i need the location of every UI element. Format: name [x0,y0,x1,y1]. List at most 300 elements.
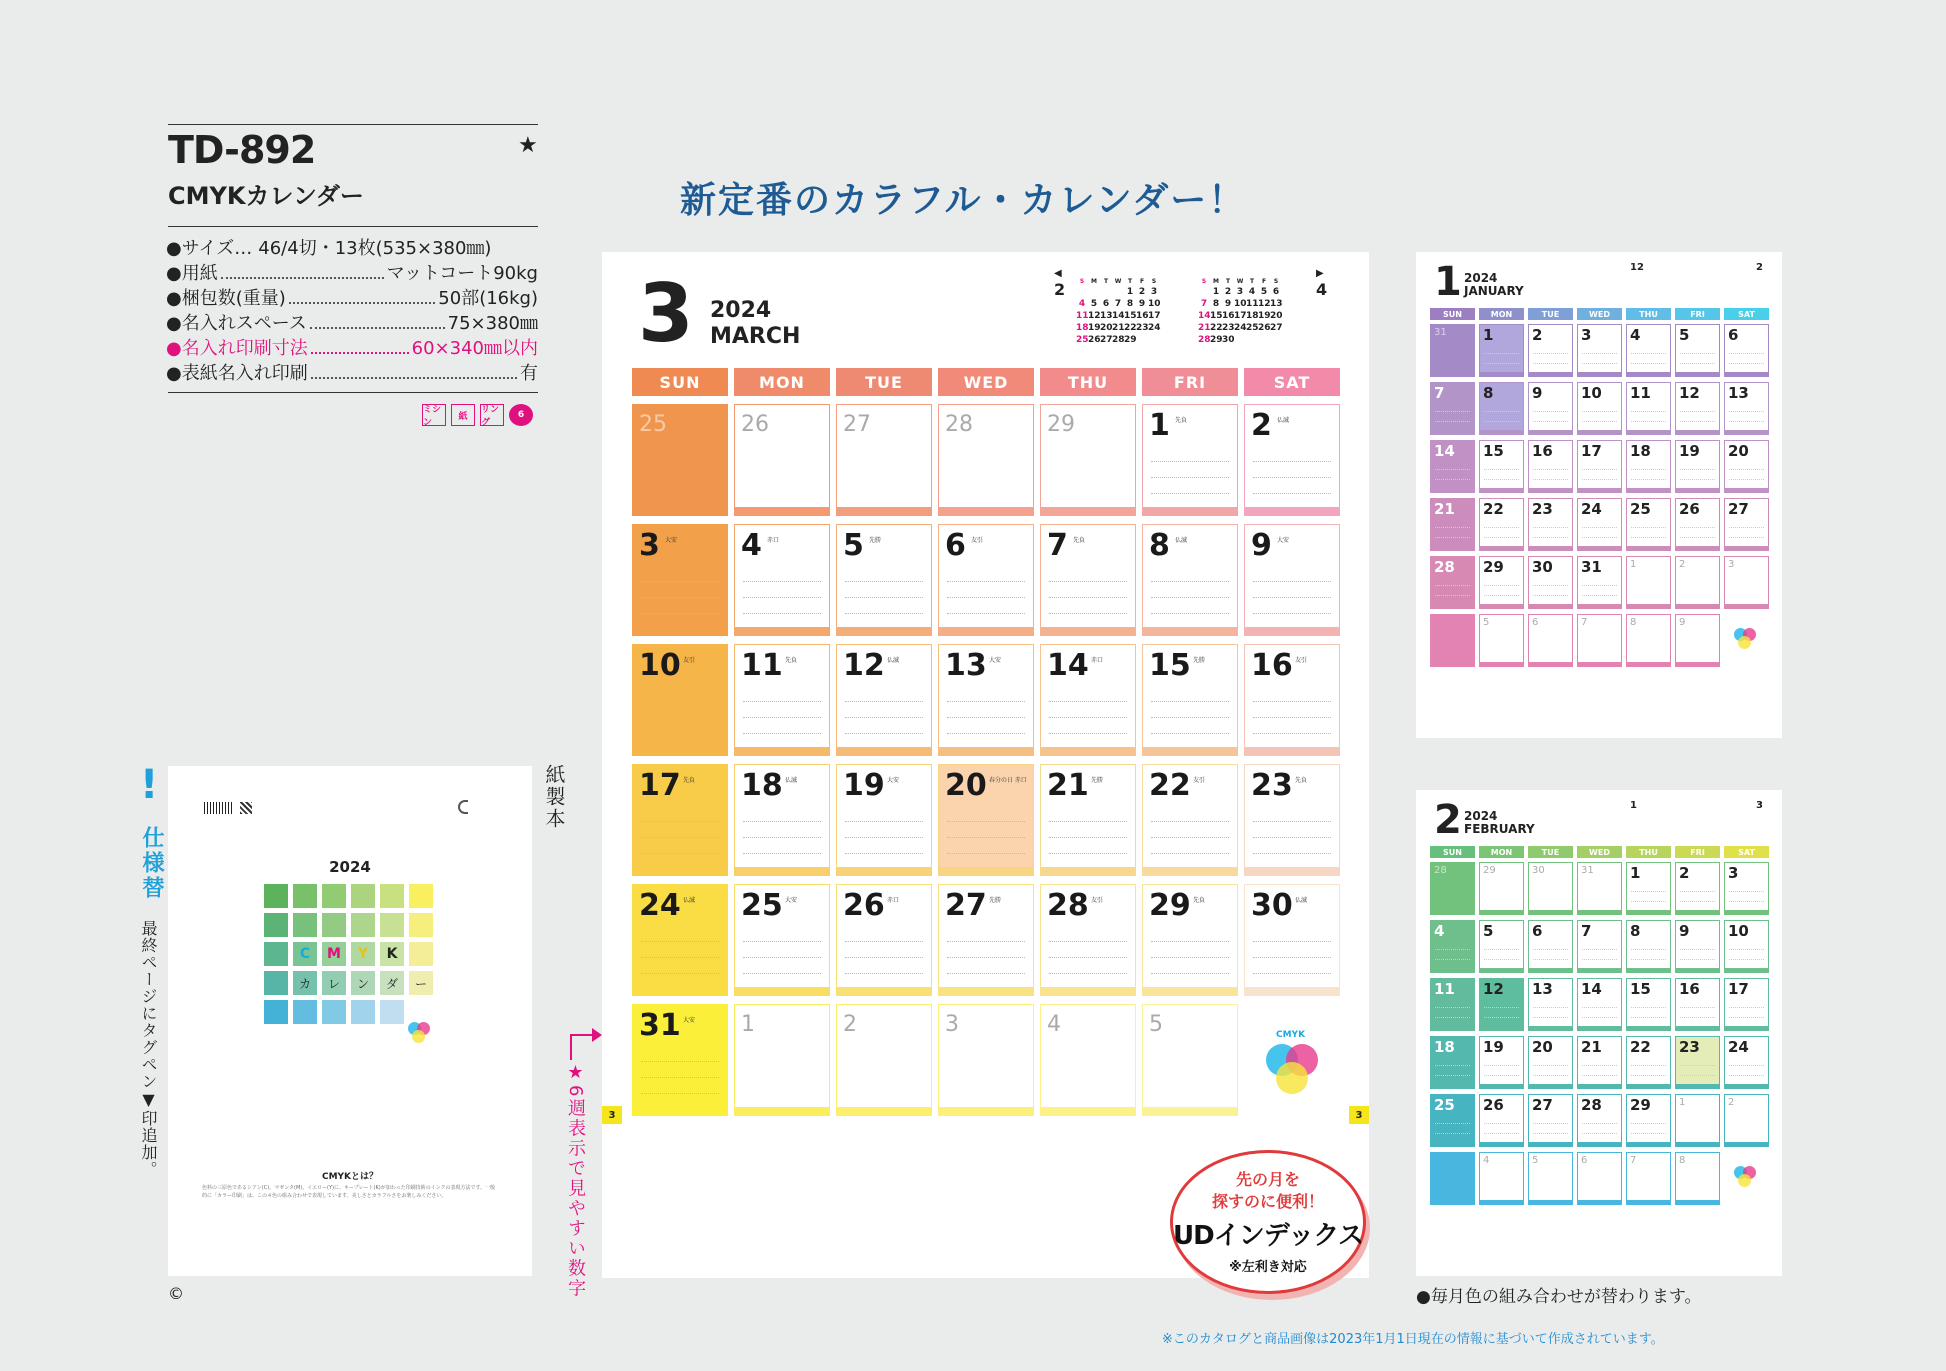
color-bar [1529,430,1572,434]
day-cell [1244,1004,1340,1116]
color-bar [1578,662,1621,666]
memo-line [1253,973,1331,974]
weekday-header-mon: MON [734,368,830,396]
memo-line [1631,411,1666,412]
color-bar [1480,1026,1523,1030]
spec-row [166,286,538,311]
mini-day: 5 [1090,299,1098,309]
day-number: 7 [1581,922,1592,940]
memo-line [1151,581,1229,582]
day-number: 2 [1679,864,1690,882]
color-bar [1245,987,1339,995]
day-number: 13 [945,648,987,683]
memo-line [947,853,1025,854]
monthly-color-note: ●毎月色の組み合わせが替わります。 [1416,1287,1702,1307]
memo-line [1729,411,1764,412]
day-cell [1040,524,1136,636]
day-cell [1675,1152,1720,1205]
day-cell [632,884,728,996]
day-number: 26 [843,888,885,923]
memo-line [641,973,719,974]
memo-line [1151,717,1229,718]
memo-line [641,853,719,854]
mini-next-month: 4 [1316,280,1328,299]
mini-weekday: T [1249,278,1255,285]
day-number: 15 [1483,442,1504,460]
feb-mini-prev-number: 1 [1630,800,1637,811]
memo-line [947,941,1025,942]
mini-day: 17 [1234,311,1247,321]
mini-prev-month: 2 [1054,280,1066,299]
memo-line [1151,613,1229,614]
day-cell [1626,1036,1671,1089]
day-cell [1577,556,1622,609]
memo-line [1435,585,1470,586]
day-number: 9 [1532,384,1543,402]
memo-line [1435,1017,1470,1018]
day-number: 30 [1532,558,1553,576]
cover-sub-letter: カ [293,971,317,995]
day-cell [1626,324,1671,377]
memo-line [1631,421,1666,422]
memo-line [1680,527,1715,528]
mini-day: 2 [1138,287,1146,297]
memo-line [1533,1075,1568,1076]
memo-line [1049,597,1127,598]
day-number: 31 [1581,558,1602,576]
memo-line [947,837,1025,838]
day-cell [1528,862,1573,915]
month-tab-right: 3 [1349,1106,1369,1124]
memo-line [1533,595,1568,596]
day-cell [1675,440,1720,493]
day-cell [734,1004,830,1116]
cover-sub-letter: ダ [380,971,404,995]
weekday-header: WED [1577,308,1622,320]
day-number: 2 [1728,1097,1735,1108]
day-number: 10 [639,648,681,683]
color-bar [1480,488,1523,492]
day-cell [1675,1036,1720,1089]
jan-mini-prev-number: 12 [1630,262,1644,273]
day-cell [632,524,728,636]
day-cell [1142,1004,1238,1116]
color-bar [735,987,829,995]
color-bar [1676,910,1719,914]
mini-day [1112,287,1124,297]
mini-weekday: W [1114,278,1122,285]
color-bar [939,987,1033,995]
memo-line [1484,1017,1519,1018]
day-number: 29 [1149,888,1191,923]
day-cell [1479,862,1524,915]
jan-year-label: 2024 JANUARY [1464,271,1524,298]
mini-day: 6 [1272,287,1280,297]
day-cell [1479,382,1524,435]
memo-line [1680,949,1715,950]
day-cell [1675,862,1720,915]
mini-weekday: S [1201,278,1207,285]
day-cell [1430,1094,1475,1147]
mini-day [1100,287,1112,297]
color-bar [1041,627,1135,635]
memo-line [1582,421,1617,422]
mini-day: 18 [1076,323,1089,333]
weekday-header-sat: SAT [1244,368,1340,396]
day-cell [1724,498,1769,551]
memo-line [1631,901,1666,902]
cover-color-cell [322,1000,346,1024]
memo-line [947,701,1025,702]
color-bar [1627,604,1670,608]
day-cell [1626,920,1671,973]
month-tab-left: 3 [602,1106,622,1124]
mini-day: 7 [1114,299,1122,309]
color-bar [1529,1142,1572,1146]
color-bar [1480,662,1523,666]
day-cell [1430,440,1475,493]
rokuyo-label: 赤口 [767,537,780,544]
last-page-note: 最終ページにタグペン▼印追加。 [139,920,158,1178]
mini-weekday: S [1151,278,1157,285]
mini-day: 1 [1212,287,1220,297]
memo-line [1435,1075,1470,1076]
color-bar [1041,867,1135,875]
memo-line [1631,537,1666,538]
memo-line [1582,1007,1617,1008]
day-cell [1479,324,1524,377]
color-bar [1529,1200,1572,1204]
weekday-header-tue: TUE [836,368,932,396]
color-bar [1143,627,1237,635]
day-cell [1528,382,1573,435]
memo-line [641,701,719,702]
day-cell [1626,498,1671,551]
day-number: 12 [1679,384,1700,402]
mini-day: 9 [1138,299,1146,309]
rokuyo-label: 先勝 [989,897,1002,904]
cover-color-cell [264,942,288,966]
day-number: 27 [1728,500,1749,518]
spec-change-label: 仕様替 [139,826,164,901]
color-bar [1041,747,1135,755]
memo-line [1049,733,1127,734]
memo-line [641,837,719,838]
cover-color-cell [351,884,375,908]
day-cell [1528,556,1573,609]
mini-day: 11 [1246,299,1259,309]
rokuyo-label: 友引 [1091,897,1104,904]
cover-color-cell [351,913,375,937]
mini-day [1136,335,1148,345]
memo-line [1680,959,1715,960]
memo-line [1582,479,1617,480]
day-cell [1479,920,1524,973]
color-bar [1627,1200,1670,1204]
day-number: 28 [1434,865,1447,876]
memo-line [1049,613,1127,614]
color-bar [1627,1142,1670,1146]
memo-line [947,581,1025,582]
color-bar [735,747,829,755]
day-number: 2 [1251,408,1272,443]
day-number: 22 [1630,1038,1651,1056]
memo-line [1484,595,1519,596]
memo-line [1631,1133,1666,1134]
mini-day: 11 [1076,311,1089,321]
day-cell [1528,978,1573,1031]
day-number: 11 [1434,980,1455,998]
day-cell [1430,1152,1475,1205]
color-bar [837,627,931,635]
cover-color-cell [293,884,317,908]
feb-grid [1430,846,1769,1210]
day-cell [1244,884,1340,996]
color-bar [939,867,1033,875]
cover-color-cell [322,884,346,908]
day-number: 29 [1483,558,1504,576]
day-number: 8 [1679,1155,1686,1166]
ring-badge: リング [480,404,504,426]
day-number: 30 [1532,865,1545,876]
day-number: 4 [741,528,762,563]
memo-line [1582,949,1617,950]
color-bar [1431,662,1474,666]
rokuyo-label: 仏滅 [785,777,798,784]
spec-row [166,361,538,386]
memo-line [1631,527,1666,528]
day-cell [1675,324,1720,377]
memo-line [1049,821,1127,822]
month-number: 3 [638,267,694,360]
year-label: 2024 [710,298,772,323]
color-bar [1676,1084,1719,1088]
feb-month-number: 2 [1434,797,1462,843]
memo-line [641,941,719,942]
mini-day: 25 [1246,323,1259,333]
mini-day: 5 [1260,287,1268,297]
memo-line [845,973,923,974]
memo-line [1533,537,1568,538]
weekday-header: SAT [1724,308,1769,320]
day-cell [1528,614,1573,667]
memo-line [1631,363,1666,364]
day-number: 26 [1483,1096,1504,1114]
memo-line [1533,527,1568,528]
memo-line [1151,733,1229,734]
day-number: 31 [1434,327,1447,338]
day-number: 5 [1483,617,1490,628]
color-bar [1480,968,1523,972]
day-number: 23 [1679,1038,1700,1056]
color-bar [1431,1200,1474,1204]
mini-day: 13 [1270,299,1283,309]
day-number: 10 [1581,384,1602,402]
day-number: 16 [1532,442,1553,460]
memo-line [641,1077,719,1078]
day-cell [1577,920,1622,973]
spec-value: 75×380㎜ [447,313,538,334]
day-cell [1675,556,1720,609]
memo-line [1253,597,1331,598]
day-number: 25 [1434,1096,1455,1114]
color-bar [1676,546,1719,550]
day-cell [1626,440,1671,493]
mini-day [1258,335,1270,345]
mini-calendar-next [1198,278,1282,345]
memo-line [1631,1017,1666,1018]
cmyk-logo-icon [1734,628,1756,650]
color-bar [1578,910,1621,914]
memo-line [1631,1007,1666,1008]
day-cell [1675,1094,1720,1147]
day-cell [1430,978,1475,1031]
mini-day: 23 [1136,323,1149,333]
color-bar [1143,747,1237,755]
cover-color-cell [293,913,317,937]
memo-line [1582,363,1617,364]
rokuyo-label: 先負 [1073,537,1086,544]
memo-line [1533,353,1568,354]
day-cell [1528,1036,1573,1089]
day-cell [938,1004,1034,1116]
day-number: 19 [1679,442,1700,460]
memo-line [1729,527,1764,528]
memo-line [1729,1065,1764,1066]
memo-line [1631,469,1666,470]
mini-day: 19 [1088,323,1101,333]
day-cell [1528,498,1573,551]
memo-line [1582,527,1617,528]
day-cell [1724,862,1769,915]
day-number: 16 [1251,648,1293,683]
memo-line [1253,957,1331,958]
day-cell [938,404,1034,516]
color-bar [939,507,1033,515]
memo-line [1680,353,1715,354]
rokuyo-label: 大安 [1277,537,1290,544]
memo-line [1253,853,1331,854]
mini-day: 10 [1148,299,1161,309]
mini-day: 2 [1224,287,1232,297]
day-number: 14 [1434,442,1455,460]
spec-leader [311,336,409,354]
mini-weekday: F [1261,278,1267,285]
day-number: 26 [741,412,769,437]
memo-line [1253,493,1331,494]
color-bar [1480,546,1523,550]
mini-day: 25 [1076,335,1089,345]
day-number: 12 [843,648,885,683]
memo-line [845,717,923,718]
memo-line [1484,469,1519,470]
day-number: 1 [1630,864,1641,882]
day-number: 4 [1434,922,1445,940]
rokuyo-label: 春分の日 赤口 [989,777,1027,784]
cover-color-cell [409,1000,433,1024]
rokuyo-label: 先負 [785,657,798,664]
day-cell [1577,862,1622,915]
memo-line [1533,1065,1568,1066]
day-number: 14 [1581,980,1602,998]
memo-line [1484,949,1519,950]
rokuyo-label: 大安 [887,777,900,784]
spec-value: 60×340㎜以内 [411,338,538,359]
color-bar [1143,1107,1237,1115]
day-cell [1626,862,1671,915]
mini-calendar-prev [1076,278,1160,345]
color-bar [1676,968,1719,972]
main-calendar-march [602,252,1369,1278]
rokuyo-label: 仏滅 [1295,897,1308,904]
memo-line [1680,363,1715,364]
memo-line [1253,837,1331,838]
day-cell [1724,382,1769,435]
feb-mini-next-number: 3 [1756,800,1763,811]
spec-leader [310,311,445,329]
memo-line [743,957,821,958]
memo-line [1680,421,1715,422]
memo-line [845,613,923,614]
day-cell [1626,1152,1671,1205]
rokuyo-label: 赤口 [1091,657,1104,664]
color-bar [1725,968,1768,972]
day-number: 21 [1434,500,1455,518]
day-number: 24 [1581,500,1602,518]
day-cell [1528,920,1573,973]
mini-day: 22 [1210,323,1223,333]
memo-line [1435,949,1470,950]
memo-line [641,821,719,822]
day-cell [1430,1036,1475,1089]
day-number: 21 [1047,768,1089,803]
cover-letter: M [322,942,346,966]
memo-line [1680,1017,1715,1018]
memo-line [1582,353,1617,354]
color-bar [735,1107,829,1115]
memo-line [1484,1133,1519,1134]
day-number: 29 [1047,412,1075,437]
six-week-badge: 6 [509,404,533,426]
day-cell [1675,978,1720,1031]
color-bar [1529,662,1572,666]
day-number: 7 [1581,617,1588,628]
rokuyo-label: 先負 [1193,897,1206,904]
logo-text: CMYK [1276,1030,1306,1040]
memo-line [1533,949,1568,950]
color-bar [1431,488,1474,492]
memo-line [1435,1123,1470,1124]
memo-line [845,701,923,702]
day-number: 3 [1581,326,1592,344]
mini-day: 14 [1198,311,1211,321]
spec-row [166,261,538,286]
day-number: 8 [1630,617,1637,628]
color-bar [1529,546,1572,550]
day-cell [1040,764,1136,876]
mini-weekday: M [1091,278,1097,285]
weekday-header: FRI [1675,846,1720,858]
memo-line [1253,941,1331,942]
day-cell [1724,1094,1769,1147]
memo-line [1484,411,1519,412]
day-number: 8 [1149,528,1170,563]
day-number: 8 [1630,922,1641,940]
memo-line [947,821,1025,822]
barcode-icon [204,802,234,814]
memo-line [1582,1065,1617,1066]
day-number: 24 [639,888,681,923]
